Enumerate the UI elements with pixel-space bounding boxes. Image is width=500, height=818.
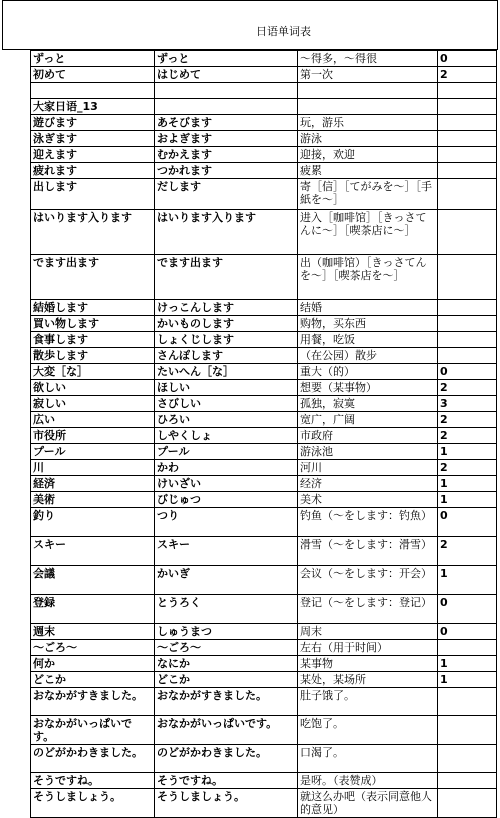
meaning-cell: 想要（某事物）: [298, 380, 438, 396]
kanji-cell: 初めて: [31, 67, 155, 83]
kana-cell: さびしい: [155, 396, 298, 412]
table-row: [31, 412, 497, 428]
table-row: [31, 508, 497, 537]
table-row: [31, 67, 497, 83]
page-title: 日语单词表: [256, 25, 311, 38]
kana-cell: けいざい: [155, 476, 298, 492]
tone-cell: 2: [438, 428, 497, 444]
kanji-cell: 大家日语_13: [31, 99, 155, 115]
meaning-cell: 出（咖啡馆）［きっさてんを～］［喫茶店を～］: [298, 255, 438, 300]
kana-cell: つかれます: [155, 163, 298, 179]
tone-cell: [438, 773, 497, 789]
table-row: [31, 364, 497, 380]
kanji-cell: 疲れます: [31, 163, 155, 179]
vocab-table: [30, 50, 497, 818]
meaning-cell: 寄［信］［てがみを～］［手紙を～］: [298, 179, 438, 210]
tone-cell: [438, 179, 497, 210]
table-row: [31, 688, 497, 716]
kana-cell: スキー: [155, 537, 298, 566]
kana-cell: のどがかわきました。: [155, 745, 298, 773]
tone-cell: [438, 316, 497, 332]
table-row: [31, 300, 497, 316]
meaning-cell: 登记（～をします：登记）: [298, 595, 438, 624]
kana-cell: しょくじします: [155, 332, 298, 348]
tone-cell: [438, 163, 497, 179]
kanji-cell: 結婚します: [31, 300, 155, 316]
meaning-cell: 进入［咖啡馆］［きっさてんに～］［喫茶店に～］: [298, 210, 438, 255]
tone-cell: [438, 300, 497, 316]
meaning-cell: 用餐，吃饭: [298, 332, 438, 348]
meaning-cell: 疲累: [298, 163, 438, 179]
kana-cell: [155, 99, 298, 115]
kanji-cell: 遊びます: [31, 115, 155, 131]
kana-cell: しやくしょ: [155, 428, 298, 444]
meaning-cell: （在公园）散步: [298, 348, 438, 364]
meaning-cell: 某处，某场所: [298, 672, 438, 688]
kanji-cell: 散歩します: [31, 348, 155, 364]
tone-cell: [438, 131, 497, 147]
table-row: [31, 789, 497, 818]
tone-cell: [438, 688, 497, 716]
kana-cell: むかえます: [155, 147, 298, 163]
kanji-cell: 買い物します: [31, 316, 155, 332]
meaning-cell: 第一次: [298, 67, 438, 83]
kana-cell: しゅうまつ: [155, 624, 298, 640]
kana-cell: ～ごろ～: [155, 640, 298, 656]
tone-cell: 1: [438, 444, 497, 460]
table-row: [31, 428, 497, 444]
kana-cell: ずっと: [155, 51, 298, 67]
kana-cell: たいへん［な］: [155, 364, 298, 380]
table-row: [31, 745, 497, 773]
tone-cell: [438, 745, 497, 773]
kanji-cell: 何か: [31, 656, 155, 672]
tone-cell: 1: [438, 476, 497, 492]
kana-cell: かいぎ: [155, 566, 298, 595]
kanji-cell: 市役所: [31, 428, 155, 444]
kana-cell: だします: [155, 179, 298, 210]
kanji-cell: 登録: [31, 595, 155, 624]
table-row: [31, 332, 497, 348]
kana-cell: [155, 83, 298, 99]
kana-cell: ひろい: [155, 412, 298, 428]
tone-cell: 1: [438, 566, 497, 595]
table-row: [31, 396, 497, 412]
kana-cell: プール: [155, 444, 298, 460]
meaning-cell: 河川: [298, 460, 438, 476]
kanji-cell: 広い: [31, 412, 155, 428]
table-row: [31, 179, 497, 210]
kanji-cell: プール: [31, 444, 155, 460]
table-row: [31, 163, 497, 179]
meaning-cell: 滑雪（～をします：滑雪）: [298, 537, 438, 566]
kana-cell: あそびます: [155, 115, 298, 131]
kanji-cell: どこか: [31, 672, 155, 688]
kanji-cell: 川: [31, 460, 155, 476]
tone-cell: 1: [438, 672, 497, 688]
tone-cell: [438, 716, 497, 745]
table-row: [31, 672, 497, 688]
meaning-cell: 钓鱼（～をします：钓魚）: [298, 508, 438, 537]
kanji-cell: 経済: [31, 476, 155, 492]
tone-cell: 0: [438, 364, 497, 380]
table-row: [31, 83, 497, 99]
meaning-cell: ～得多，～得很: [298, 51, 438, 67]
table-row: [31, 640, 497, 656]
kanji-cell: そうですね。: [31, 773, 155, 789]
title-row: [2, 0, 498, 50]
table-row: [31, 460, 497, 476]
meaning-cell: [298, 83, 438, 99]
table-row: [31, 348, 497, 364]
tone-cell: [438, 640, 497, 656]
kana-cell: はじめて: [155, 67, 298, 83]
table-row: [31, 255, 497, 300]
tone-cell: 0: [438, 624, 497, 640]
kana-cell: そうしましょう。: [155, 789, 298, 818]
tone-cell: 0: [438, 508, 497, 537]
tone-cell: 2: [438, 460, 497, 476]
meaning-cell: 游泳: [298, 131, 438, 147]
kanji-cell: おなかがすきました。: [31, 688, 155, 716]
table-row: [31, 773, 497, 789]
tone-cell: [438, 210, 497, 255]
kana-cell: びじゅつ: [155, 492, 298, 508]
table-row: [31, 380, 497, 396]
kana-cell: おなかがすきました。: [155, 688, 298, 716]
meaning-cell: 肚子饿了。: [298, 688, 438, 716]
meaning-cell: 吃饱了。: [298, 716, 438, 745]
kana-cell: つり: [155, 508, 298, 537]
meaning-cell: 就这么办吧（表示同意他人的意见）: [298, 789, 438, 818]
tone-cell: [438, 789, 497, 818]
meaning-cell: 某事物: [298, 656, 438, 672]
kanji-cell: 釣り: [31, 508, 155, 537]
table-row: [31, 99, 497, 115]
meaning-cell: 会议（～をします：开会）: [298, 566, 438, 595]
meaning-cell: 宽广，广阔: [298, 412, 438, 428]
tone-cell: [438, 115, 497, 131]
meaning-cell: 玩，游乐: [298, 115, 438, 131]
kanji-cell: スキー: [31, 537, 155, 566]
kanji-cell: 泳ぎます: [31, 131, 155, 147]
kana-cell: なにか: [155, 656, 298, 672]
tone-cell: 2: [438, 67, 497, 83]
table-row: [31, 656, 497, 672]
kana-cell: ほしい: [155, 380, 298, 396]
kanji-cell: でます出ます: [31, 255, 155, 300]
kanji-cell: ～ごろ～: [31, 640, 155, 656]
tone-cell: [438, 332, 497, 348]
tone-cell: 2: [438, 380, 497, 396]
meaning-cell: 重大（的）: [298, 364, 438, 380]
kanji-cell: 会議: [31, 566, 155, 595]
table-row: [31, 147, 497, 163]
table-row: [31, 316, 497, 332]
tone-cell: 3: [438, 396, 497, 412]
table-row: [31, 492, 497, 508]
kana-cell: かいものします: [155, 316, 298, 332]
meaning-cell: 口渴了。: [298, 745, 438, 773]
meaning-cell: 孤独，寂寞: [298, 396, 438, 412]
meaning-cell: 经济: [298, 476, 438, 492]
meaning-cell: 周末: [298, 624, 438, 640]
tone-cell: [438, 147, 497, 163]
meaning-cell: 美术: [298, 492, 438, 508]
kana-cell: けっこんします: [155, 300, 298, 316]
kanji-cell: 寂しい: [31, 396, 155, 412]
kanji-cell: [31, 83, 155, 99]
tone-cell: 0: [438, 595, 497, 624]
table-row: [31, 51, 497, 67]
kanji-cell: 週末: [31, 624, 155, 640]
table-row: [31, 476, 497, 492]
tone-cell: 1: [438, 492, 497, 508]
table-row: [31, 210, 497, 255]
kana-cell: おなかがいっぱいです。: [155, 716, 298, 745]
meaning-cell: 结婚: [298, 300, 438, 316]
kana-cell: はいります入ります: [155, 210, 298, 255]
meaning-cell: 游泳池: [298, 444, 438, 460]
table-row: [31, 537, 497, 566]
tone-cell: 2: [438, 412, 497, 428]
kanji-cell: はいります入ります: [31, 210, 155, 255]
kanji-cell: のどがかわきました。: [31, 745, 155, 773]
tone-cell: 2: [438, 537, 497, 566]
tone-cell: 0: [438, 51, 497, 67]
table-row: [31, 595, 497, 624]
kanji-cell: そうしましょう。: [31, 789, 155, 818]
meaning-cell: 购物，买东西: [298, 316, 438, 332]
kana-cell: そうですね。: [155, 773, 298, 789]
kanji-cell: 出します: [31, 179, 155, 210]
kanji-cell: 美術: [31, 492, 155, 508]
table-row: [31, 566, 497, 595]
meaning-cell: [298, 99, 438, 115]
table-row: [31, 624, 497, 640]
table-row: [31, 131, 497, 147]
kanji-cell: 欲しい: [31, 380, 155, 396]
tone-cell: 1: [438, 656, 497, 672]
kana-cell: およぎます: [155, 131, 298, 147]
tone-cell: [438, 99, 497, 115]
table-row: [31, 716, 497, 745]
kana-cell: どこか: [155, 672, 298, 688]
meaning-cell: 迎接，欢迎: [298, 147, 438, 163]
tone-cell: [438, 255, 497, 300]
kana-cell: かわ: [155, 460, 298, 476]
tone-cell: [438, 348, 497, 364]
kanji-cell: 大変［な］: [31, 364, 155, 380]
kanji-cell: おなかがいっぱいです。: [31, 716, 155, 745]
tone-cell: [438, 83, 497, 99]
kanji-cell: 食事します: [31, 332, 155, 348]
meaning-cell: 市政府: [298, 428, 438, 444]
kana-cell: さんぽします: [155, 348, 298, 364]
table-row: [31, 115, 497, 131]
kana-cell: でます出ます: [155, 255, 298, 300]
kanji-cell: 迎えます: [31, 147, 155, 163]
meaning-cell: 是呀。（表赞成）: [298, 773, 438, 789]
table-row: [31, 444, 497, 460]
kana-cell: とうろく: [155, 595, 298, 624]
meaning-cell: 左右（用于时间）: [298, 640, 438, 656]
kanji-cell: ずっと: [31, 51, 155, 67]
